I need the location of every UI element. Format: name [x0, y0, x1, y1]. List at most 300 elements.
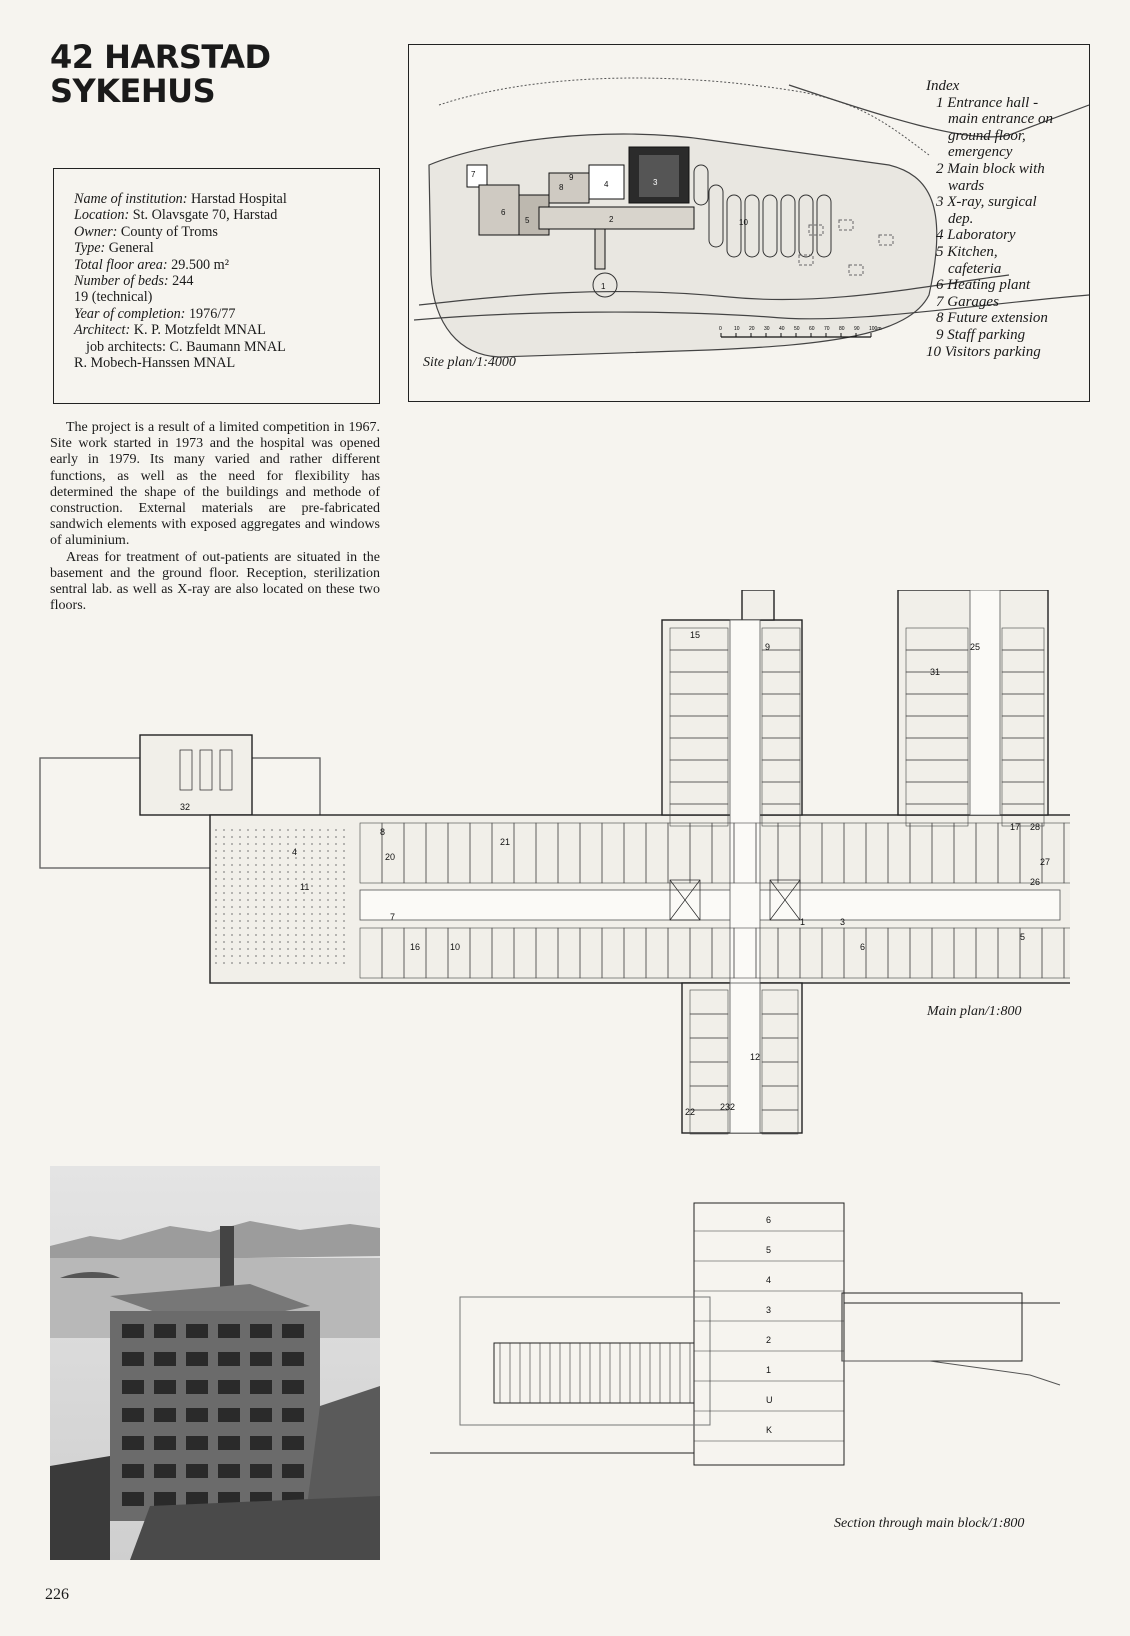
- index-item: 2 Main block with: [936, 160, 1045, 177]
- seat-dot: [223, 927, 225, 929]
- index-item: 8 Future extension: [936, 310, 1048, 327]
- seat-dot: [303, 857, 305, 859]
- window: [250, 1352, 272, 1366]
- seat-dot: [327, 857, 329, 859]
- window: [154, 1408, 176, 1422]
- seat-dot: [335, 913, 337, 915]
- seat-dot: [295, 885, 297, 887]
- seat-dot: [343, 920, 345, 922]
- info-row: [74, 207, 369, 223]
- seat-dot: [279, 906, 281, 908]
- seat-dot: [303, 850, 305, 852]
- info-key: Number of beds:: [74, 273, 169, 290]
- seat-dot: [271, 962, 273, 964]
- window: [186, 1436, 208, 1450]
- info-row: [74, 191, 369, 207]
- info-key: Total floor area:: [74, 256, 168, 273]
- seat-dot: [311, 948, 313, 950]
- room-label: 23: [720, 1102, 731, 1112]
- seat-dot: [279, 836, 281, 838]
- seat-dot: [271, 878, 273, 880]
- seat-dot: [215, 899, 217, 901]
- seat-dot: [255, 913, 257, 915]
- seat-dot: [343, 857, 345, 859]
- seat-dot: [303, 920, 305, 922]
- seat-dot: [271, 906, 273, 908]
- seat-dot: [263, 941, 265, 943]
- seat-dot: [295, 857, 297, 859]
- window: [250, 1380, 272, 1394]
- seat-dot: [303, 899, 305, 901]
- seat-dot: [215, 913, 217, 915]
- seat-dot: [255, 843, 257, 845]
- seat-dot: [335, 871, 337, 873]
- seat-dot: [247, 892, 249, 894]
- seat-dot: [295, 906, 297, 908]
- seat-dot: [263, 836, 265, 838]
- page-number: 226: [45, 1586, 69, 1603]
- seat-dot: [271, 955, 273, 957]
- seat-dot: [239, 864, 241, 866]
- title-line-1: 42 HARSTAD: [50, 38, 271, 76]
- seat-dot: [247, 857, 249, 859]
- seat-dot: [223, 864, 225, 866]
- seat-dot: [263, 892, 265, 894]
- seat-dot: [343, 864, 345, 866]
- seat-dot: [215, 927, 217, 929]
- seat-dot: [263, 850, 265, 852]
- window: [154, 1464, 176, 1478]
- seat-dot: [231, 934, 233, 936]
- seat-dot: [287, 871, 289, 873]
- seat-dot: [247, 885, 249, 887]
- seat-dot: [223, 920, 225, 922]
- seat-dot: [343, 885, 345, 887]
- scale-label: 80: [839, 326, 845, 332]
- seat-dot: [247, 920, 249, 922]
- seat-dot: [311, 906, 313, 908]
- section-drawing: [430, 1195, 1070, 1485]
- seat-dot: [343, 892, 345, 894]
- seat-dot: [247, 864, 249, 866]
- site-label-8: 8: [559, 183, 564, 192]
- seat-dot: [231, 892, 233, 894]
- seat-dot: [239, 885, 241, 887]
- info-row: [74, 273, 369, 289]
- seat-dot: [295, 892, 297, 894]
- seat-dot: [247, 899, 249, 901]
- seat-dot: [327, 934, 329, 936]
- window: [250, 1408, 272, 1422]
- seat-dot: [223, 913, 225, 915]
- seat-dot: [295, 829, 297, 831]
- seat-dot: [215, 955, 217, 957]
- seat-dot: [247, 955, 249, 957]
- seat-dot: [271, 913, 273, 915]
- seat-dot: [327, 906, 329, 908]
- room-label: 21: [500, 837, 511, 847]
- seat-dot: [215, 829, 217, 831]
- main-plan-caption: Main plan/1:800: [927, 1004, 1022, 1019]
- seat-dot: [255, 871, 257, 873]
- window: [122, 1408, 144, 1422]
- seat-dot: [239, 892, 241, 894]
- seat-dot: [335, 941, 337, 943]
- index-item: 3 X-ray, surgical: [936, 194, 1037, 211]
- seat-dot: [239, 857, 241, 859]
- seat-dot: [343, 948, 345, 950]
- index-item: dep.: [948, 210, 974, 227]
- info-key: Name of institution:: [74, 191, 188, 207]
- seat-dot: [223, 941, 225, 943]
- seat-dot: [319, 899, 321, 901]
- seat-dot: [239, 843, 241, 845]
- info-value: 1976/77: [185, 305, 236, 322]
- seat-dot: [295, 934, 297, 936]
- seat-dot: [247, 836, 249, 838]
- seat-dot: [287, 941, 289, 943]
- window: [218, 1464, 240, 1478]
- seat-dot: [239, 913, 241, 915]
- seat-dot: [303, 955, 305, 957]
- seat-dot: [239, 955, 241, 957]
- window: [282, 1464, 304, 1478]
- room-label: 22: [685, 1107, 696, 1117]
- room-label: 27: [1040, 857, 1051, 867]
- seat-dot: [263, 829, 265, 831]
- seat-dot: [247, 913, 249, 915]
- info-value: K. P. Motzfeldt MNAL: [130, 322, 266, 339]
- seat-dot: [335, 934, 337, 936]
- floor-label: 1: [766, 1365, 772, 1375]
- seat-dot: [319, 857, 321, 859]
- scale-label: 50: [794, 326, 800, 332]
- seat-dot: [263, 864, 265, 866]
- seat-dot: [279, 920, 281, 922]
- seat-dot: [255, 878, 257, 880]
- seat-dot: [303, 913, 305, 915]
- seat-dot: [303, 829, 305, 831]
- seat-dot: [287, 850, 289, 852]
- seat-dot: [335, 927, 337, 929]
- room-label: 7: [390, 912, 396, 922]
- seat-dot: [239, 871, 241, 873]
- scale-label: 70: [824, 326, 830, 332]
- seat-dot: [295, 878, 297, 880]
- window: [122, 1464, 144, 1478]
- seat-dot: [335, 892, 337, 894]
- section-caption: Section through main block/1:800: [834, 1516, 1025, 1531]
- seat-dot: [335, 906, 337, 908]
- seat-dot: [263, 934, 265, 936]
- seat-dot: [271, 927, 273, 929]
- seat-dot: [215, 962, 217, 964]
- seat-dot: [223, 955, 225, 957]
- seat-dot: [247, 906, 249, 908]
- info-row: [74, 322, 369, 338]
- seat-dot: [279, 843, 281, 845]
- room-label: 6: [860, 942, 866, 952]
- seat-dot: [247, 829, 249, 831]
- seat-dot: [215, 878, 217, 880]
- seat-dot: [279, 857, 281, 859]
- seat-dot: [239, 962, 241, 964]
- info-key: Architect:: [74, 322, 131, 339]
- seat-dot: [327, 892, 329, 894]
- seat-dot: [311, 892, 313, 894]
- window: [282, 1352, 304, 1366]
- seat-dot: [335, 885, 337, 887]
- seat-dot: [239, 920, 241, 922]
- seat-dot: [311, 836, 313, 838]
- seat-dot: [295, 941, 297, 943]
- window: [282, 1408, 304, 1422]
- floor-label: 2: [766, 1335, 772, 1345]
- seat-dot: [271, 864, 273, 866]
- seat-dot: [287, 892, 289, 894]
- site-label-2: 2: [609, 215, 614, 224]
- seat-dot: [271, 885, 273, 887]
- seat-dot: [319, 878, 321, 880]
- seat-dot: [319, 962, 321, 964]
- window: [186, 1464, 208, 1478]
- info-key: Year of completion:: [74, 305, 186, 322]
- building-photo: [50, 1166, 380, 1560]
- seat-dot: [215, 941, 217, 943]
- seat-dot: [247, 927, 249, 929]
- paragraph-1: The project is a result of a limited competition in 1967. Site work started in 1973 and the hospital was opened early in 1979. Its many varied and rather different functions, as well as the need for flexibility has determined the shape of the buildings and methode of construction. External materials are pre-fabricated sandwich elements with exposed aggregates and windows of aluminium.: [50, 420, 380, 549]
- site-label-1: 1: [601, 282, 606, 291]
- seat-dot: [295, 913, 297, 915]
- seat-dot: [311, 864, 313, 866]
- seat-dot: [295, 899, 297, 901]
- seat-dot: [287, 927, 289, 929]
- seat-dot: [295, 948, 297, 950]
- seat-dot: [287, 955, 289, 957]
- seat-dot: [303, 934, 305, 936]
- scale-label: 20: [749, 326, 755, 332]
- info-row: [74, 289, 369, 305]
- seat-dot: [279, 934, 281, 936]
- seat-dot: [255, 892, 257, 894]
- seat-dot: [343, 927, 345, 929]
- seat-dot: [279, 899, 281, 901]
- window: [186, 1408, 208, 1422]
- seat-dot: [231, 885, 233, 887]
- seat-dot: [335, 920, 337, 922]
- room-label: 1: [800, 917, 806, 927]
- seat-dot: [231, 899, 233, 901]
- window: [282, 1380, 304, 1394]
- seat-dot: [343, 934, 345, 936]
- seat-dot: [343, 836, 345, 838]
- window: [122, 1324, 144, 1338]
- paragraph-2: Areas for treatment of out-patients are situated in the basement and the ground floor. Reception, sterilization sentral lab. as well as X-ray are also located on these two floors.: [50, 549, 380, 614]
- site-plan-caption: Site plan/1:4000: [423, 355, 516, 370]
- window: [122, 1492, 144, 1506]
- seat-dot: [279, 927, 281, 929]
- info-row: [74, 306, 369, 322]
- seat-dot: [311, 934, 313, 936]
- seat-dot: [311, 857, 313, 859]
- seat-dot: [295, 962, 297, 964]
- window: [250, 1436, 272, 1450]
- site-label-7: 7: [471, 170, 476, 179]
- scale-label: 90: [854, 326, 860, 332]
- window: [186, 1324, 208, 1338]
- seat-dot: [215, 850, 217, 852]
- seat-dot: [279, 871, 281, 873]
- seat-dot: [287, 829, 289, 831]
- seat-dot: [263, 857, 265, 859]
- index-item: 7 Garages: [936, 293, 999, 310]
- seat-dot: [287, 906, 289, 908]
- seat-dot: [247, 850, 249, 852]
- seat-dot: [215, 857, 217, 859]
- seat-dot: [343, 955, 345, 957]
- site-label-3: 3: [653, 178, 658, 187]
- seat-dot: [279, 962, 281, 964]
- seat-dot: [239, 829, 241, 831]
- seat-dot: [223, 885, 225, 887]
- seat-dot: [271, 941, 273, 943]
- seat-dot: [271, 836, 273, 838]
- room-label: 10: [450, 942, 461, 952]
- seat-dot: [327, 829, 329, 831]
- info-row: [74, 224, 369, 240]
- seat-dot: [247, 871, 249, 873]
- window: [186, 1380, 208, 1394]
- seat-dot: [263, 948, 265, 950]
- info-value: 19 (technical): [74, 289, 153, 306]
- seat-dot: [279, 913, 281, 915]
- seat-dot: [231, 843, 233, 845]
- seat-dot: [287, 899, 289, 901]
- index-item: ground floor,: [948, 127, 1026, 144]
- seat-dot: [271, 829, 273, 831]
- seat-dot: [303, 892, 305, 894]
- index-item: 5 Kitchen,: [936, 243, 998, 260]
- seat-dot: [279, 829, 281, 831]
- seat-dot: [327, 864, 329, 866]
- seat-dot: [295, 864, 297, 866]
- seat-dot: [223, 850, 225, 852]
- seat-dot: [239, 948, 241, 950]
- seat-dot: [311, 885, 313, 887]
- room-label: 9: [765, 642, 771, 652]
- seat-dot: [263, 927, 265, 929]
- seat-dot: [319, 843, 321, 845]
- page-title: [50, 40, 271, 108]
- seat-dot: [223, 906, 225, 908]
- seat-dot: [327, 843, 329, 845]
- seat-dot: [223, 948, 225, 950]
- index-item: cafeteria: [948, 260, 1002, 277]
- seat-dot: [239, 878, 241, 880]
- info-row: [74, 257, 369, 273]
- seat-dot: [279, 878, 281, 880]
- floor-label: U: [766, 1395, 773, 1405]
- window: [154, 1492, 176, 1506]
- seat-dot: [215, 864, 217, 866]
- seat-dot: [287, 934, 289, 936]
- seat-dot: [231, 878, 233, 880]
- seat-dot: [343, 850, 345, 852]
- info-key: Type:: [74, 240, 106, 257]
- seat-dot: [231, 864, 233, 866]
- seat-dot: [303, 962, 305, 964]
- window: [122, 1436, 144, 1450]
- window: [250, 1324, 272, 1338]
- seat-dot: [335, 948, 337, 950]
- seat-dot: [311, 962, 313, 964]
- seat-dot: [255, 885, 257, 887]
- seat-dot: [279, 941, 281, 943]
- title-line-2: SYKEHUS: [50, 72, 216, 110]
- seat-dot: [223, 899, 225, 901]
- window: [122, 1380, 144, 1394]
- seat-dot: [327, 850, 329, 852]
- seat-dot: [295, 920, 297, 922]
- window: [154, 1380, 176, 1394]
- seat-dot: [319, 829, 321, 831]
- seat-dot: [311, 913, 313, 915]
- seat-dot: [287, 885, 289, 887]
- room-label: 26: [1030, 877, 1041, 887]
- seat-dot: [223, 829, 225, 831]
- seat-dot: [263, 843, 265, 845]
- seat-dot: [287, 857, 289, 859]
- seat-dot: [303, 864, 305, 866]
- seat-dot: [327, 941, 329, 943]
- info-value: job architects: C. Baumann MNAL: [86, 338, 286, 355]
- info-value: General: [105, 240, 154, 257]
- seat-dot: [287, 920, 289, 922]
- index-item: 10 Visitors parking: [926, 343, 1041, 360]
- seat-dot: [255, 829, 257, 831]
- seat-dot: [335, 857, 337, 859]
- seat-dot: [215, 871, 217, 873]
- seat-dot: [327, 920, 329, 922]
- seat-dot: [303, 836, 305, 838]
- seat-dot: [255, 850, 257, 852]
- room-label: 28: [1030, 822, 1041, 832]
- seat-dot: [231, 829, 233, 831]
- seat-dot: [287, 843, 289, 845]
- seat-dot: [295, 955, 297, 957]
- room-label: 17: [1010, 822, 1021, 832]
- seat-dot: [247, 962, 249, 964]
- main-plan-drawing: [30, 590, 1070, 1170]
- seat-dot: [231, 955, 233, 957]
- seat-dot: [343, 906, 345, 908]
- seat-dot: [287, 864, 289, 866]
- site-label-10: 10: [739, 218, 748, 227]
- room-label: 5: [1020, 932, 1026, 942]
- seat-dot: [279, 948, 281, 950]
- seat-dot: [311, 850, 313, 852]
- seat-dot: [247, 878, 249, 880]
- seat-dot: [287, 962, 289, 964]
- seat-dot: [231, 850, 233, 852]
- seat-dot: [335, 843, 337, 845]
- window: [250, 1464, 272, 1478]
- scale-label: 30: [764, 326, 770, 332]
- seat-dot: [303, 843, 305, 845]
- seat-dot: [215, 885, 217, 887]
- seat-dot: [303, 948, 305, 950]
- seat-dot: [255, 899, 257, 901]
